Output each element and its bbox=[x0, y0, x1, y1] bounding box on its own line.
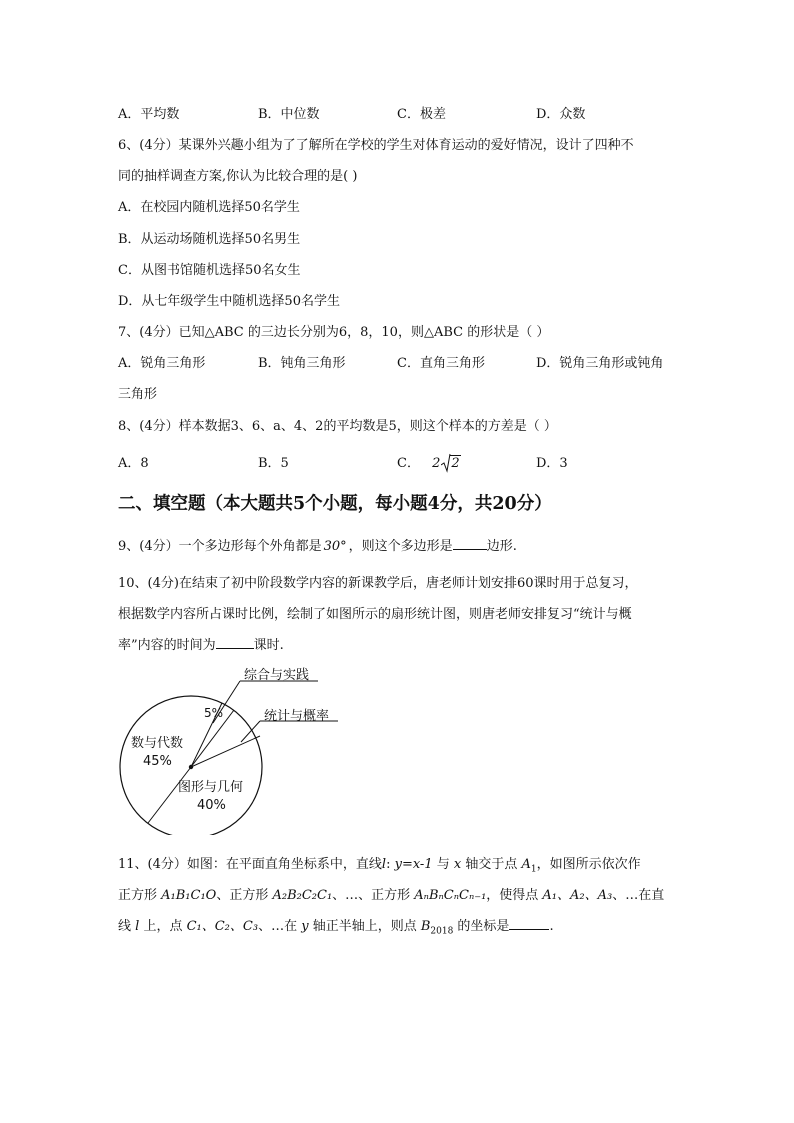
q11-line3: 线 l 上，点 C₁、C₂、C₃、…在 y 轴正半轴上，则点 $B_{2018}$ 的坐标是 . bbox=[118, 919, 554, 937]
q11-line1: 11、(4分）如图：在平面直角坐标系中，直线l: y=x-1 与 x 轴交于点 $A_1$，如图所示依次作 bbox=[118, 857, 641, 875]
q11-answer-blank bbox=[509, 928, 549, 930]
chart-label-algebra: 数与代数 bbox=[131, 736, 184, 751]
q8-option-b: B．5 bbox=[258, 456, 289, 471]
q6-option-a: A．在校园内随机选择50名学生 bbox=[118, 200, 300, 215]
q5-option-b: B．中位数 bbox=[258, 107, 320, 122]
q7-option-d-wrap: 三角形 bbox=[118, 387, 158, 402]
q5-option-c: C．极差 bbox=[397, 107, 446, 122]
q10-line1: 10、(4分)在结束了初中阶段数学内容的新课教学后，唐老师计划安排60课时用于总复习， bbox=[118, 576, 638, 591]
q7-option-a: A．锐角三角形 bbox=[118, 356, 206, 371]
chart-label-practice: 综合与实践 bbox=[244, 668, 310, 683]
chart-label-geometry-pct: 40% bbox=[197, 798, 226, 813]
q10-line3: 率”内容的时间为 课时. bbox=[118, 638, 284, 653]
q5-option-d: D．众数 bbox=[536, 107, 586, 122]
q10-answer-blank bbox=[216, 647, 254, 649]
q6-stem-line1: 6、(4分）某课外兴趣小组为了了解所在学校的学生对体育运动的爱好情况，设计了四种不 bbox=[118, 138, 634, 153]
q9-angle: 30° bbox=[323, 539, 347, 554]
q11-line2: 正方形 A₁B₁C₁O、正方形 A₂B₂C₂C₁、…、正方形 AₙBₙCₙCₙ₋₁，使得点 A₁、A₂、A₃、…在直 bbox=[118, 888, 665, 903]
q7-stem: 7、(4分）已知△ABC 的三边长分别为6，8，10，则△ABC 的形状是（ ） bbox=[118, 325, 550, 340]
chart-label-practice-pct: 5% bbox=[204, 706, 224, 720]
q7-option-b: B．钝角三角形 bbox=[258, 356, 346, 371]
q6-stem-line2: 同的抽样调查方案,你认为比较合理的是( ) bbox=[118, 169, 358, 184]
q6-option-d: D．从七年级学生中随机选择50名学生 bbox=[118, 294, 340, 309]
sqrt-expression: 2 2 bbox=[432, 456, 461, 471]
q6-option-c: C．从图书馆随机选择50名女生 bbox=[118, 263, 301, 278]
q8-stem: 8、(4分）样本数据3、6、a、4、2的平均数是5，则这个样本的方差是（ ） bbox=[118, 419, 557, 434]
q8-option-c bbox=[397, 452, 461, 471]
pie-center-dot bbox=[189, 765, 193, 769]
section-title: 二、填空题（本大题共5个小题，每小题4分，共20分） bbox=[118, 494, 552, 514]
radical-sign-icon bbox=[441, 453, 451, 473]
chart-label-stats: 统计与概率 bbox=[264, 709, 330, 724]
chart-label-geometry: 图形与几何 bbox=[178, 780, 244, 795]
q9-answer-blank bbox=[453, 548, 487, 550]
q8-option-a: A．8 bbox=[118, 456, 149, 471]
q10-line2: 根据数学内容所占课时比例，绘制了如图所示的扇形统计图，则唐老师安排复习“统计与概 bbox=[118, 607, 632, 622]
q8-option-d: D．3 bbox=[536, 456, 568, 471]
q6-option-b: B．从运动场随机选择50名男生 bbox=[118, 232, 301, 247]
chart-label-algebra-pct: 45% bbox=[143, 754, 172, 769]
q7-option-d: D．锐角三角形或钝角 bbox=[536, 356, 664, 371]
q7-option-c: C．直角三角形 bbox=[397, 356, 485, 371]
q5-option-a: A．平均数 bbox=[118, 107, 180, 122]
q9-stem: 9、(4分）一个多边形每个外角都是 30° ，则这个多边形是 边形. bbox=[118, 539, 517, 554]
q8-option-c-label: C． bbox=[397, 456, 420, 471]
